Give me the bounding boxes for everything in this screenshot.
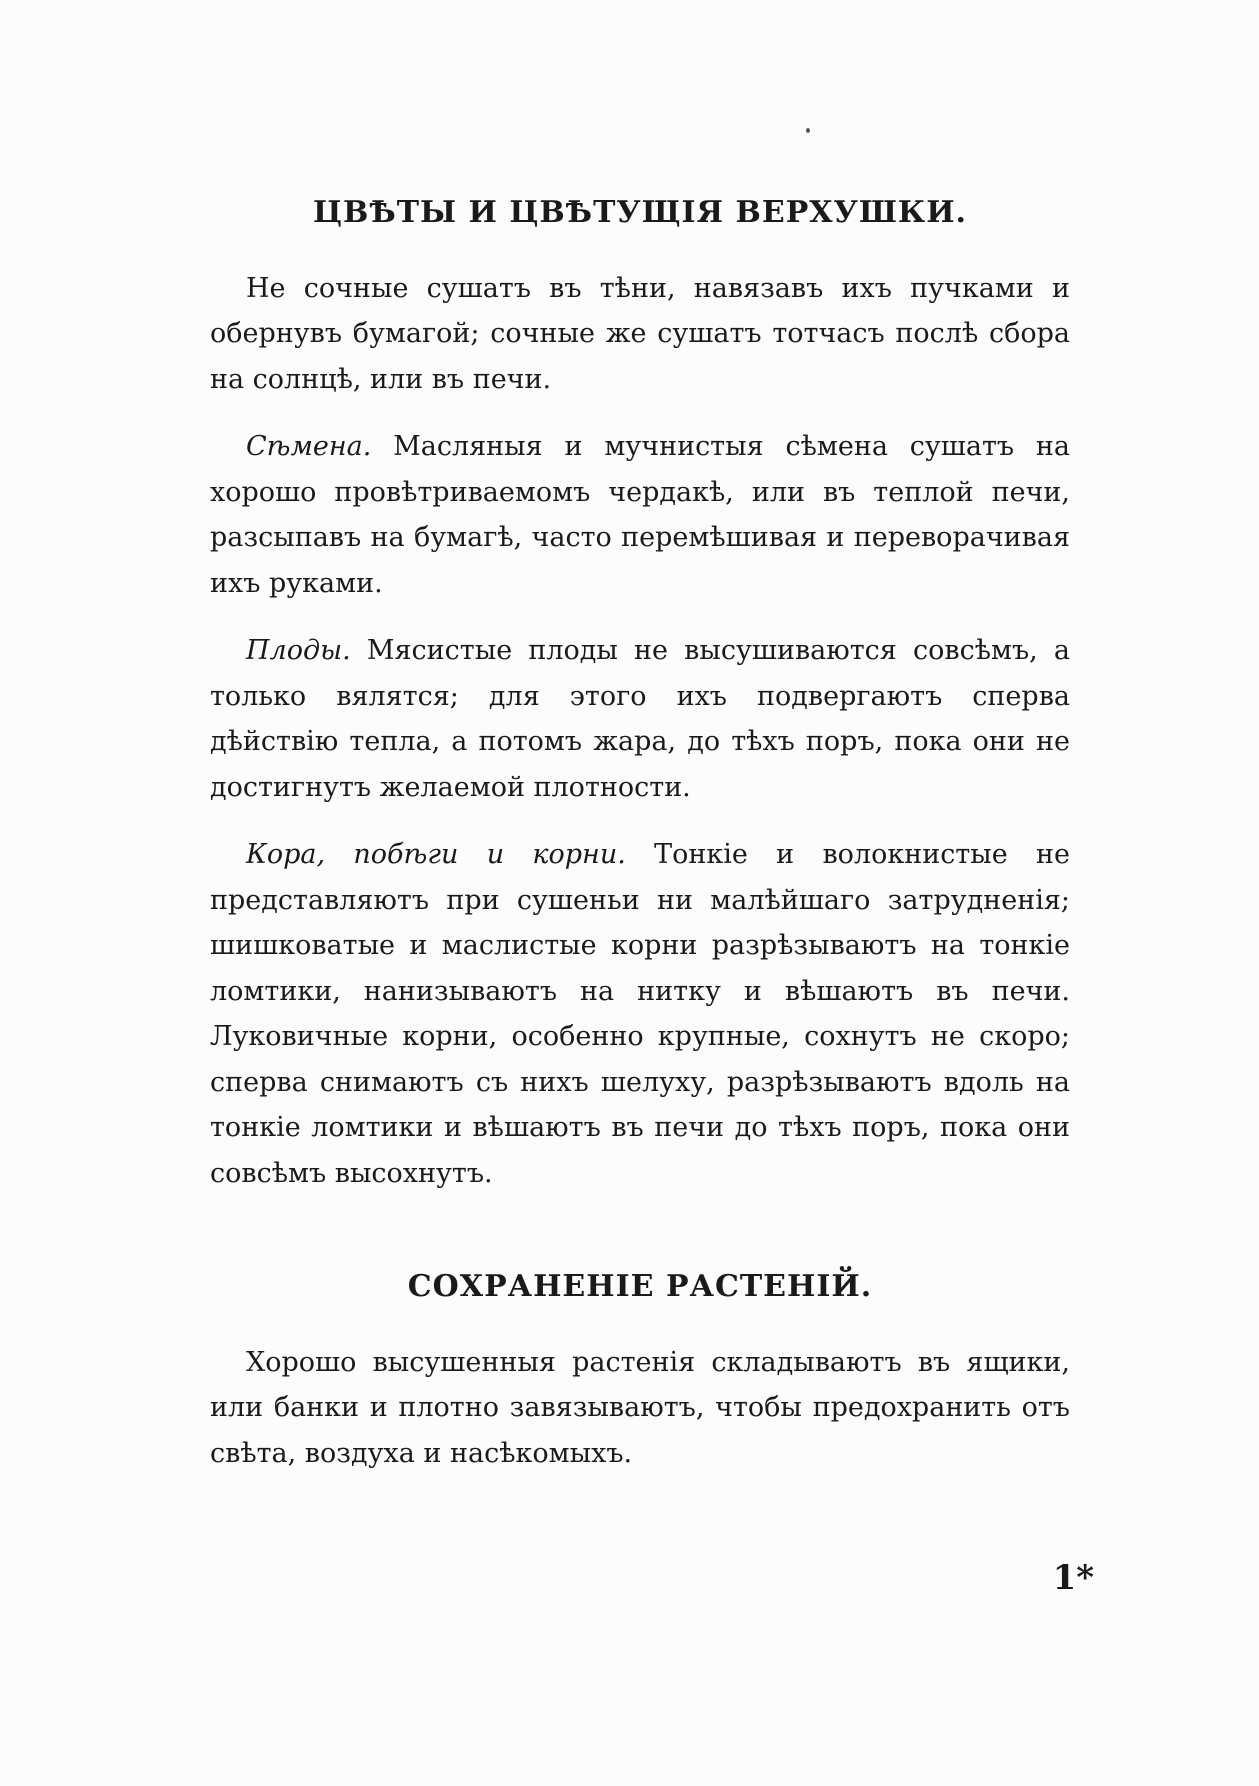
page-number: 1* bbox=[1052, 1558, 1094, 1598]
paragraph-lead-seeds: Сѣмена. bbox=[246, 431, 372, 462]
print-speck bbox=[806, 128, 810, 133]
paragraph-flowers: Не сочные сушатъ въ тѣни, навязавъ ихъ пучками и обернувъ бумагой; сочные же сушатъ тотчасъ послѣ сбора на солнцѣ, или въ печи. bbox=[210, 272, 1070, 395]
paragraph-fruits bbox=[210, 628, 1070, 810]
section-heading-flowers: ЦВѢТЫ И ЦВѢТУЩІЯ ВЕРХУШКИ. bbox=[312, 195, 968, 230]
paragraph-body-seeds: Масляныя и мучнистыя сѣмена сушатъ на хорошо провѣтриваемомъ чердакѣ, или въ теплой печи, разсыпавъ на бумагѣ, часто перемѣшивая и переворачивая ихъ руками. bbox=[210, 431, 1070, 599]
paragraph-seeds bbox=[210, 424, 1070, 606]
paragraph-storage: Хорошо высушенныя растенія складываютъ въ ящики, или банки и плотно завязываютъ, чтобы предохранить отъ свѣта, воздуха и насѣкомыхъ. bbox=[210, 1346, 1070, 1469]
paragraph-lead-fruits: Плоды. bbox=[246, 635, 351, 666]
paragraph-bark-roots bbox=[210, 832, 1070, 1196]
section-heading-storage: СОХРАНЕНІЕ РАСТЕНІЙ. bbox=[407, 1269, 873, 1304]
page-text bbox=[210, 190, 1070, 1476]
paragraph-lead-bark-roots: Кора, побѣги и корни. bbox=[246, 839, 626, 870]
paragraph-body-fruits: Мясистые плоды не высушиваются совсѣмъ, а только вялятся; для этого ихъ подвергаютъ сперва дѣйствію тепла, а потомъ жара, до тѣхъ поръ, пока они не достигнутъ желаемой плотности. bbox=[210, 635, 1070, 803]
paragraph-body-bark-roots: Тонкіе и волокнистые не представляютъ при сушеньи ни малѣйшаго затрудненія; шишковатые и маслистые корни разрѣзываютъ на тонкіе ломтики, нанизываютъ на нитку и вѣшаютъ въ печи. Луковичные корни, особенно крупные, сохнутъ не скоро; сперва снимаютъ съ нихъ шелуху, разрѣзываютъ вдоль на тонкіе ломтики и вѣшаютъ въ печи до тѣхъ поръ, пока они совсѣмъ высохнутъ. bbox=[210, 839, 1070, 1189]
